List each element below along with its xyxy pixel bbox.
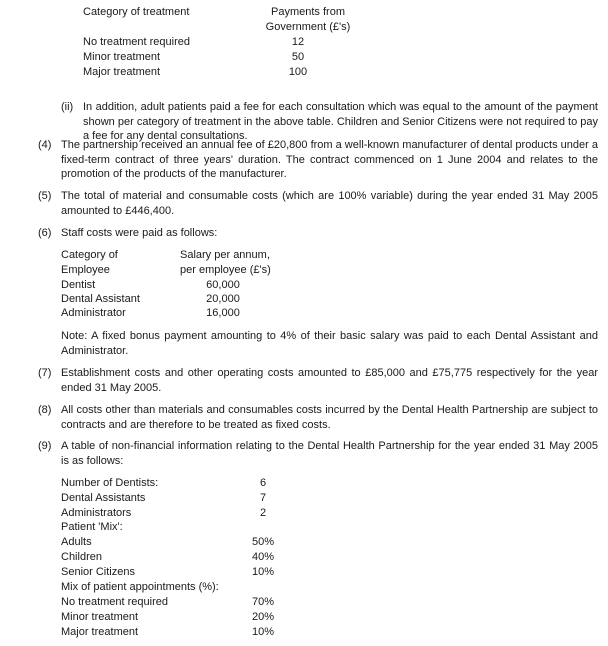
staff-header-salary-line1: Salary per annum, xyxy=(180,249,270,261)
info-row-label: Major treatment xyxy=(61,626,139,638)
info-row-value: 7 xyxy=(259,492,267,504)
info-row-value: 40% xyxy=(251,551,275,563)
note-ii-text: In addition, adult patients paid a fee for each consultation which was equal to the amount of the payment shown per category of treatment in the above table. Children and Senior Citizens were not required to pay a fee for any dental consultations. xyxy=(83,101,598,142)
staff-note: Note: A fixed bonus payment amounting to 4% of their basic salary was paid to each Dental Assistant and Administrator. xyxy=(61,330,598,357)
note-ii-marker: (ii) xyxy=(61,101,74,113)
info-row-value: 2 xyxy=(259,507,267,519)
staff-header-category-line2: Employee xyxy=(61,264,110,276)
info-row-label: No treatment required xyxy=(61,596,168,608)
info-row-label: Minor treatment xyxy=(61,611,139,623)
info-row-label: Children xyxy=(61,551,102,563)
info-row-label: Dental Assistants xyxy=(61,492,146,504)
treatment-row-value: 50 xyxy=(291,51,305,63)
treatment-header-category: Category of treatment xyxy=(83,6,190,18)
treatment-row-value: 100 xyxy=(288,66,308,78)
info-row-label: Adults xyxy=(61,536,92,548)
staff-row-label: Dental Assistant xyxy=(61,293,140,305)
staff-row-label: Dentist xyxy=(61,279,96,291)
item-9-text: A table of non-financial information relating to the Dental Health Partnership for the year ended 31 May 2005 is as follows: xyxy=(61,440,598,467)
info-row-value: 10% xyxy=(251,626,275,638)
info-row-value: 70% xyxy=(251,596,275,608)
item-5-marker: (5) xyxy=(38,190,52,202)
info-row-value: 6 xyxy=(259,477,267,489)
staff-header-category-line1: Category of xyxy=(61,249,118,261)
item-5-text: The total of material and consumable costs (which are 100% variable) during the year ended 31 May 2005 amounted to £446,400. xyxy=(61,190,598,217)
treatment-row-label: Minor treatment xyxy=(83,51,161,63)
info-row-value: 50% xyxy=(251,536,275,548)
treatment-row-value: 12 xyxy=(291,36,305,48)
staff-row-label: Administrator xyxy=(61,307,126,319)
item-8-text: All costs other than materials and consumables costs incurred by the Dental Health Partnership are subject to contracts and are therefore to be treated as fixed costs. xyxy=(61,404,598,431)
info-row-label: Senior Citizens xyxy=(61,566,135,578)
info-row-label: Patient 'Mix': xyxy=(61,521,123,533)
staff-row-value: 16,000 xyxy=(206,307,240,319)
treatment-header-payments-line1: Payments from xyxy=(271,6,345,18)
item-7-marker: (7) xyxy=(38,367,52,379)
item-9-marker: (9) xyxy=(38,440,52,452)
item-6-marker: (6) xyxy=(38,227,52,239)
treatment-row-label: Major treatment xyxy=(83,66,161,78)
treatment-header-payments-line2: Government (£'s) xyxy=(265,21,351,33)
info-row-value: 10% xyxy=(251,566,275,578)
item-4-text: The partnership received an annual fee of £20,800 from a well-known manufacturer of dental products under a fixed-term contract of three years' duration. The contract commenced on 1 June 2004 and relates to the promotion of the products of the manufacturer. xyxy=(61,139,598,180)
item-4-marker: (4) xyxy=(38,139,52,151)
staff-row-value: 20,000 xyxy=(206,293,240,305)
info-row-label: Mix of patient appointments (%): xyxy=(61,581,219,593)
treatment-row-label: No treatment required xyxy=(83,36,190,48)
info-row-label: Administrators xyxy=(61,507,132,519)
item-6-text: Staff costs were paid as follows: xyxy=(61,227,218,239)
info-row-label: Number of Dentists: xyxy=(61,477,159,489)
info-row-value: 20% xyxy=(251,611,275,623)
item-7-text: Establishment costs and other operating costs amounted to £85,000 and £75,775 respectively for the year ended 31 May 2005. xyxy=(61,367,598,394)
item-8-marker: (8) xyxy=(38,404,52,416)
staff-header-salary-line2: per employee (£'s) xyxy=(180,264,271,276)
staff-row-value: 60,000 xyxy=(206,279,240,291)
